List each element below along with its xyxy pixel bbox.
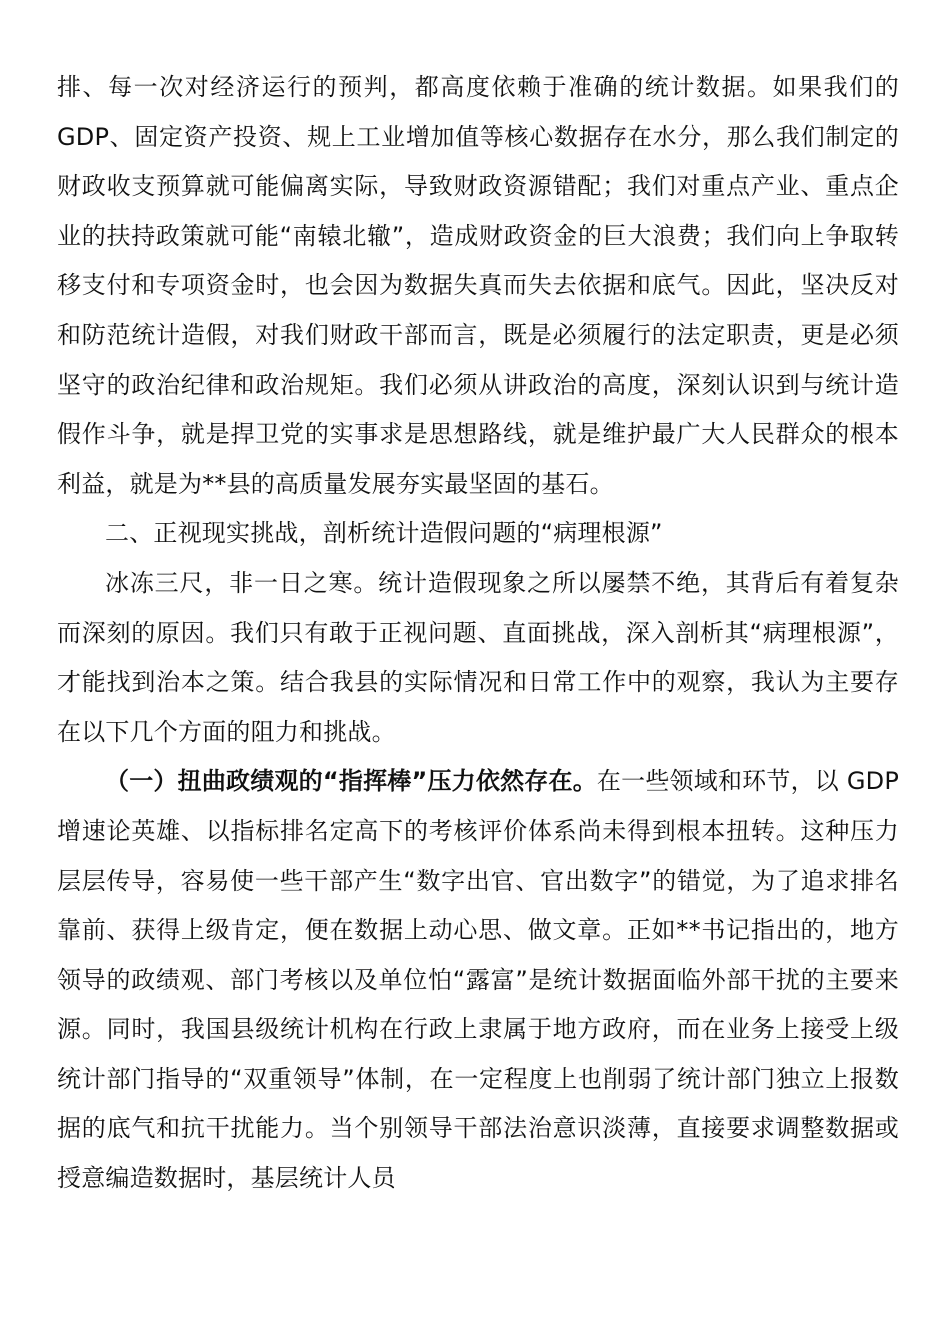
document-body	[57, 63, 899, 1204]
section-heading: 二、正视现实挑战，剖析统计造假问题的“病理根源”	[105, 519, 663, 548]
paragraph: 冰冻三尺，非一日之寒。统计造假现象之所以屡禁不绝，其背后有着复杂而深刻的原因。我们只有敢于正视问题、直面挑战，深入剖析其“病理根源”，才能找到治本之策。结合我县的实际情况和日常工作中的观察，我认为主要存在以下几个方面的阻力和挑战。	[57, 568, 899, 746]
subsection-lead: （一）扭曲政绩观的“指挥棒”压力依然存在。	[105, 767, 597, 796]
paragraph-with-lead	[57, 757, 899, 1203]
paragraph-continuation: 排、每一次对经济运行的预判，都高度依赖于准确的统计数据。如果我们的 GDP、固定资产投资、规上工业增加值等核心数据存在水分，那么我们制定的财政收支预算就可能偏离实际，导致财政资源错配；我们对重点产业、重点企业的扶持政策就可能“南辕北辙”，造成财政资金的巨大浪费；我们向上争取转移支付和专项资金时，也会因为数据失真而失去依据和底气。因此，坚决反对和防范统计造假，对我们财政干部而言，既是必须履行的法定职责，更是必须坚守的政治纪律和政治规矩。我们必须从讲政治的高度，深刻认识到与统计造假作斗争，就是捍卫党的实事求是思想路线，就是维护最广大人民群众的根本利益，就是为**县的高质量发展夯实最坚固的基石。	[57, 73, 899, 498]
paragraph-text: 在一些领域和环节，以 GDP 增速论英雄、以指标排名定高下的考核评价体系尚未得到根本扭转。这种压力层层传导，容易使一些干部产生“数字出官、官出数字”的错觉，为了追求排名靠前、获得上级肯定，便在数据上动心思、做文章。正如**书记指出的，地方领导的政绩观、部门考核以及单位怕“露富”是统计数据面临外部干扰的主要来源。同时，我国县级统计机构在行政上隶属于地方政府，而在业务上接受上级统计部门指导的“双重领导”体制，在一定程度上也削弱了统计部门独立上报数据的底气和抗干扰能力。当个别领导干部法治意识淡薄，直接要求调整数据或授意编造数据时，基层统计人员	[57, 767, 899, 1193]
